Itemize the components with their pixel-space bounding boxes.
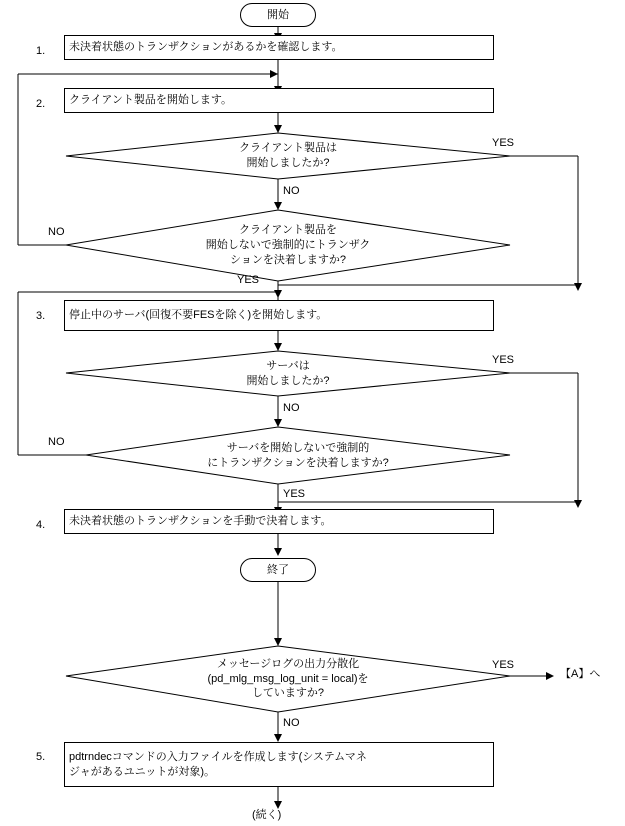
node-decision-5-line3: していますか? xyxy=(251,687,325,700)
node-decision-2-line2: 開始しないで強制的にトランザク xyxy=(205,239,371,252)
node-decision-5 xyxy=(66,646,510,712)
edge-label-yes-2: YES xyxy=(237,274,260,286)
node-step-4-label: 未決着状態のトランザクションを手動で決着します。 xyxy=(69,515,332,528)
step-1-number: 1. xyxy=(36,45,46,57)
node-decision-5-line2: (pd_mlg_msg_log_unit = local)を xyxy=(207,672,369,685)
node-step-1-label: 未決着状態のトランザクションがあるかを確認します。 xyxy=(69,41,343,54)
continue-label: (続く) xyxy=(252,809,282,821)
step-5-number: 5. xyxy=(36,751,46,763)
node-start xyxy=(240,3,316,27)
edge-label-no-4: NO xyxy=(48,436,65,448)
node-decision-2-line1: クライアント製品を xyxy=(239,224,337,237)
node-decision-1-line2: 開始しましたか? xyxy=(246,157,330,169)
step-2-number: 2. xyxy=(36,98,46,110)
node-end xyxy=(240,558,316,582)
node-step-5 xyxy=(64,742,494,787)
node-step-3-label: 停止中のサーバ(回復不要FESを除く)を開始します。 xyxy=(69,309,328,322)
node-decision-4-line2: にトランザクションを決着しますか? xyxy=(207,456,389,469)
reference-a-label: 【A】へ xyxy=(560,668,601,680)
edge-label-no-5: NO xyxy=(283,717,300,729)
edge-label-no-3: NO xyxy=(283,402,300,414)
step-3-number: 3. xyxy=(36,310,46,322)
edge-label-no-2: NO xyxy=(48,226,65,238)
node-decision-3-line2: 開始しましたか? xyxy=(246,374,330,387)
edge-label-yes-3: YES xyxy=(492,354,515,366)
node-decision-1 xyxy=(66,133,510,179)
node-step-2 xyxy=(64,88,494,113)
node-end-label: 終了 xyxy=(267,563,289,576)
node-decision-5-line1: メッセージログの出力分散化 xyxy=(216,657,360,670)
node-decision-3 xyxy=(66,351,510,396)
node-decision-1-line1: クライアント製品は xyxy=(239,142,337,155)
step-4-number: 4. xyxy=(36,519,46,531)
node-step-1 xyxy=(64,35,494,60)
node-decision-3-line1: サーバは xyxy=(266,359,310,372)
node-step-5-line1: pdtrndecコマンドの入力ファイルを作成します(システムマネ xyxy=(69,750,367,763)
node-step-2-label: クライアント製品を開始します。 xyxy=(69,94,233,107)
node-step-4 xyxy=(64,509,494,534)
node-step-3 xyxy=(64,300,494,331)
node-decision-2 xyxy=(66,210,510,281)
edge-label-yes-5: YES xyxy=(492,659,515,671)
node-step-5-line2: ジャがあるユニットが対象)。 xyxy=(69,765,216,778)
edge-label-yes-1: YES xyxy=(492,137,515,149)
node-decision-4 xyxy=(86,427,510,484)
node-decision-2-line3: ションを決着しますか? xyxy=(230,253,346,266)
edge-label-yes-4: YES xyxy=(283,488,306,500)
node-decision-4-line1: サーバを開始しないで強制的 xyxy=(226,441,370,454)
edge-label-no-1: NO xyxy=(283,185,300,197)
node-start-label: 開始 xyxy=(267,8,289,21)
